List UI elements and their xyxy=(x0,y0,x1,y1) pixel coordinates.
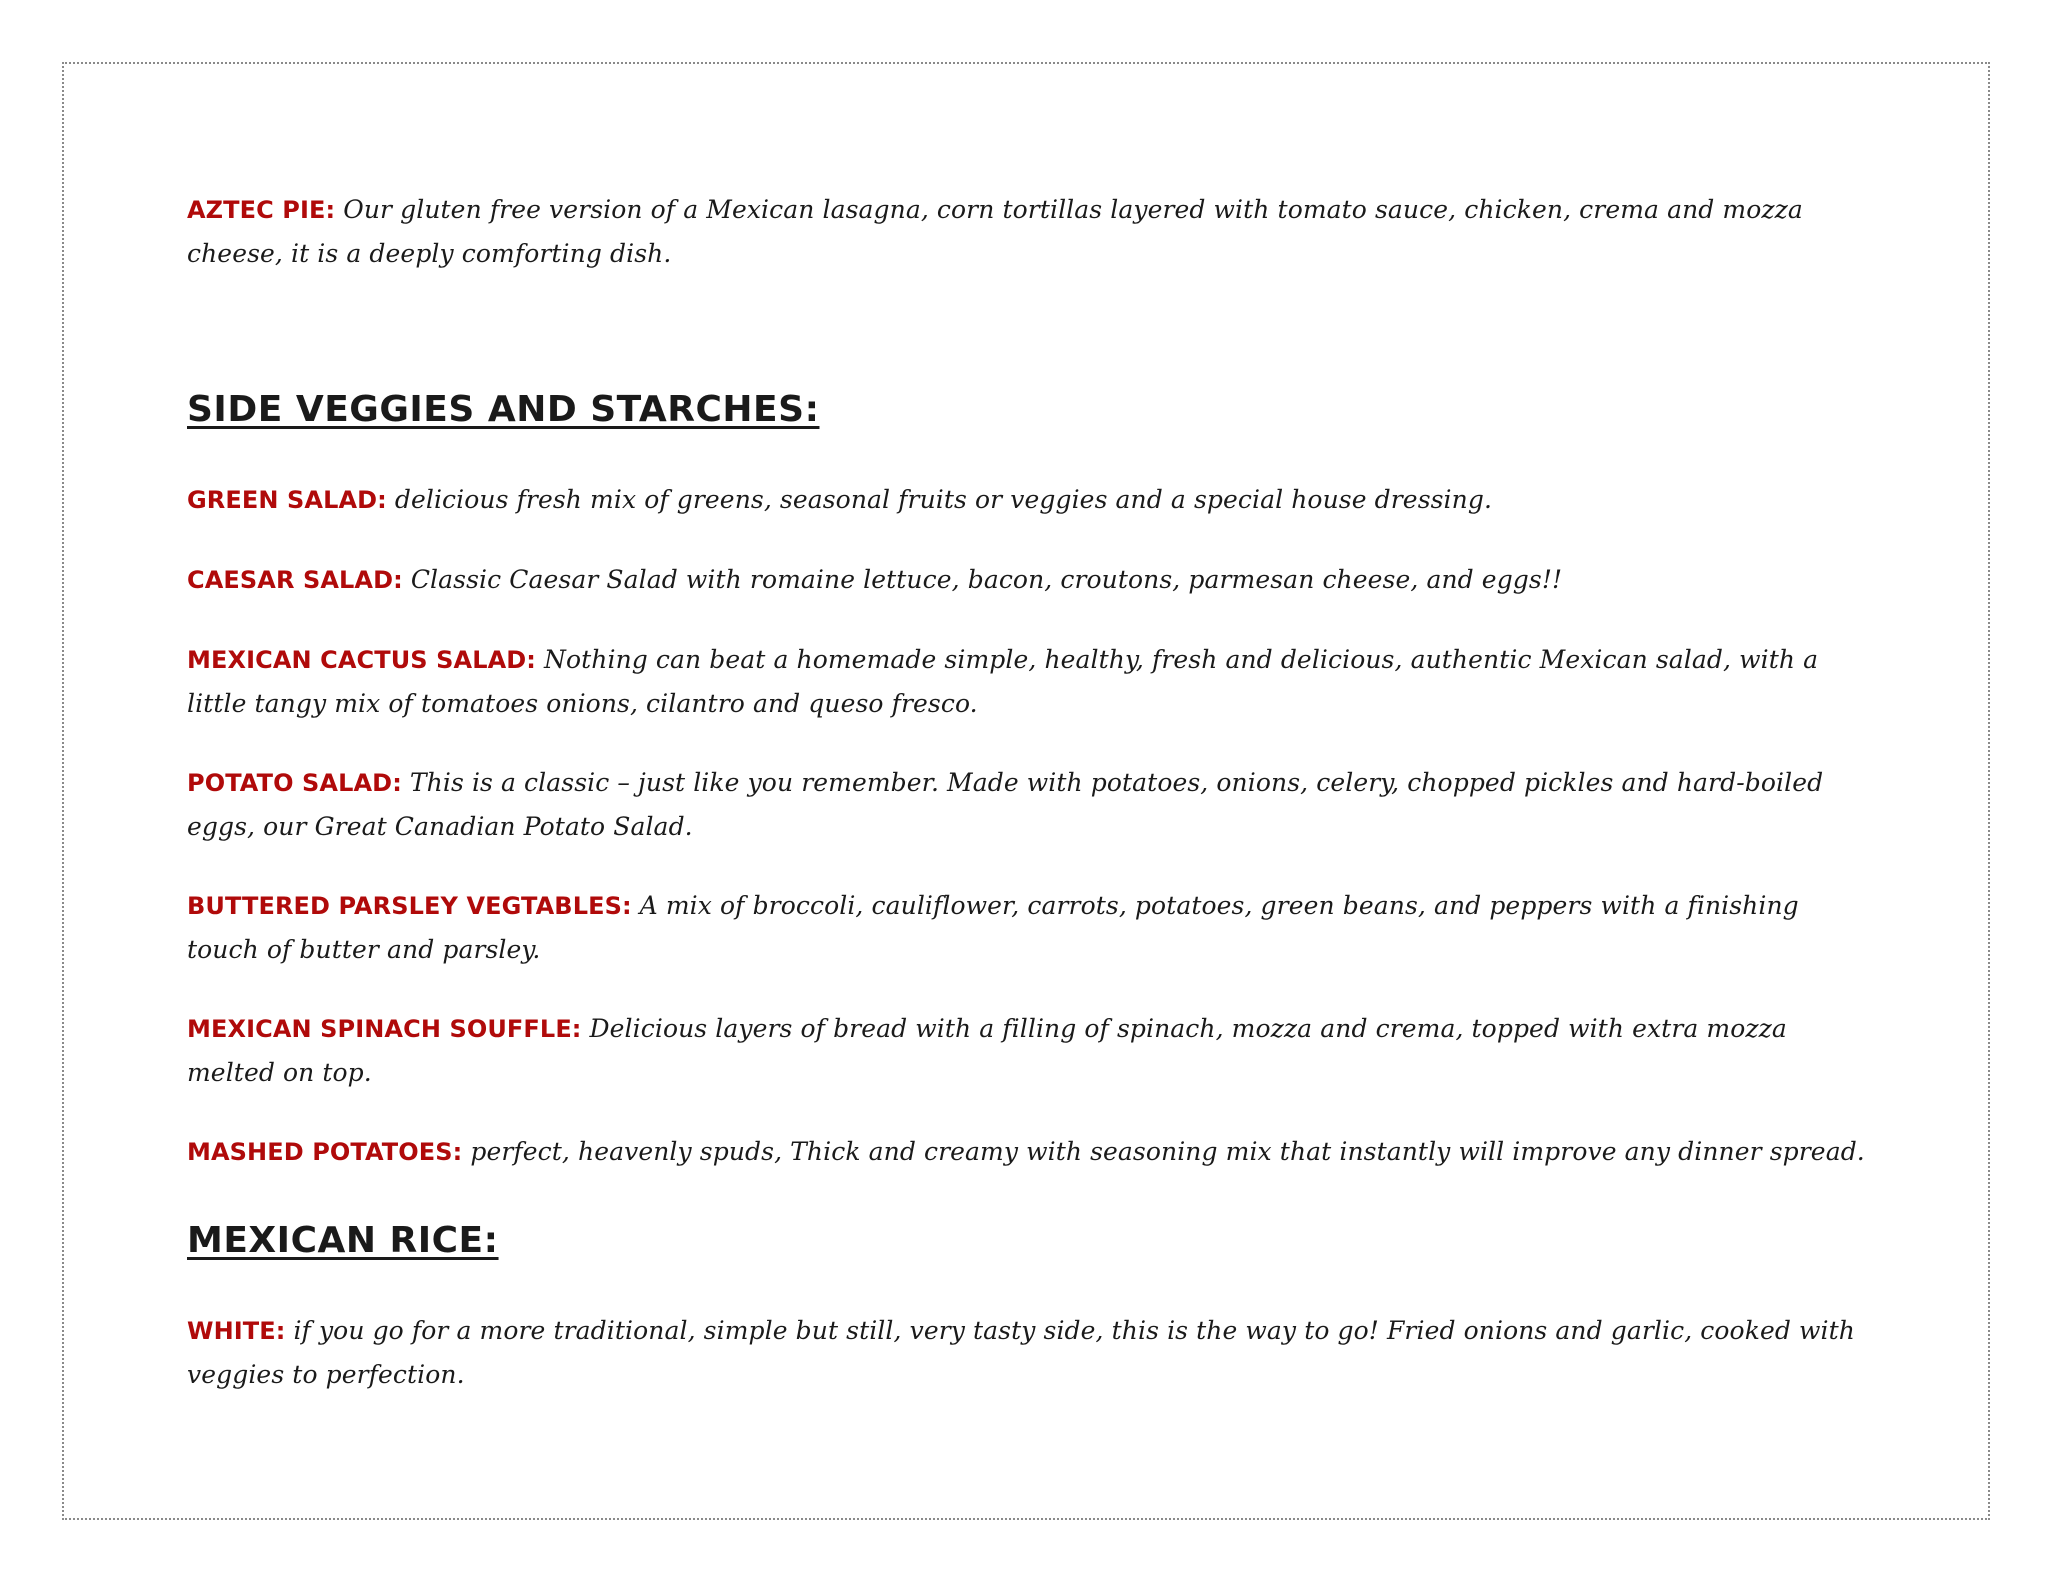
item-name: MEXICAN SPINACH SOUFFLE: xyxy=(187,1015,582,1043)
item-name: WHITE: xyxy=(187,1317,286,1345)
item-name: MASHED POTATOES: xyxy=(187,1138,463,1166)
item-description: perfect, heavenly spuds, Thick and creamy with seasoning mix that instantly will improve any dinner spread. xyxy=(470,1137,1865,1166)
item-name: CAESAR SALAD: xyxy=(187,566,403,594)
item-name: GREEN SALAD: xyxy=(187,486,387,514)
menu-item-green-salad xyxy=(187,478,1877,522)
item-description: if you go for a more traditional, simple but still, very tasty side, this is the way to go! Fried onions and garlic, cooked with veggies to perfection. xyxy=(187,1316,1855,1389)
section-heading-mexican-rice: MEXICAN RICE: xyxy=(187,1220,499,1261)
menu-item-aztec-pie xyxy=(187,188,1877,275)
item-name: AZTEC PIE: xyxy=(187,196,336,224)
item-name: POTATO SALAD: xyxy=(187,769,402,797)
menu-item-mexican-cactus-salad xyxy=(187,638,1877,725)
menu-item-caesar-salad xyxy=(187,558,1877,602)
item-name: BUTTERED PARSLEY VEGTABLES: xyxy=(187,892,632,920)
menu-item-mashed-potatoes xyxy=(187,1130,1877,1174)
item-description: Classic Caesar Salad with romaine lettuce, bacon, croutons, parmesan cheese, and eggs!! xyxy=(410,565,1563,594)
menu-item-potato-salad xyxy=(187,761,1877,848)
item-name: MEXICAN CACTUS SALAD: xyxy=(187,646,536,674)
item-description: delicious fresh mix of greens, seasonal fruits or veggies and a special house dressing. xyxy=(394,485,1492,514)
item-description: Our gluten free version of a Mexican lasagna, corn tortillas layered with tomato sauce, chicken, crema and mozza cheese, it is a deeply comforting dish. xyxy=(187,195,1803,268)
item-description: A mix of broccoli, cauliflower, carrots, potatoes, green beans, and peppers with a finishing touch of butter and parsley. xyxy=(187,891,1799,964)
item-description: Nothing can beat a homemade simple, healthy, fresh and delicious, authentic Mexican salad, with a little tangy mix of tomatoes onions, cilantro and queso fresco. xyxy=(187,645,1819,718)
item-description: Delicious layers of bread with a filling of spinach, mozza and crema, topped with extra mozza melted on top. xyxy=(187,1014,1787,1087)
section-heading-side-veggies: SIDE VEGGIES AND STARCHES: xyxy=(187,389,820,430)
menu-item-mexican-spinach-souffle xyxy=(187,1007,1877,1094)
menu-item-white-rice xyxy=(187,1309,1877,1396)
item-description: This is a classic – just like you remember. Made with potatoes, onions, celery, chopped pickles and hard-boiled eggs, our Great Canadian Potato Salad. xyxy=(187,768,1824,841)
menu-item-buttered-parsley-vegtables xyxy=(187,884,1877,971)
